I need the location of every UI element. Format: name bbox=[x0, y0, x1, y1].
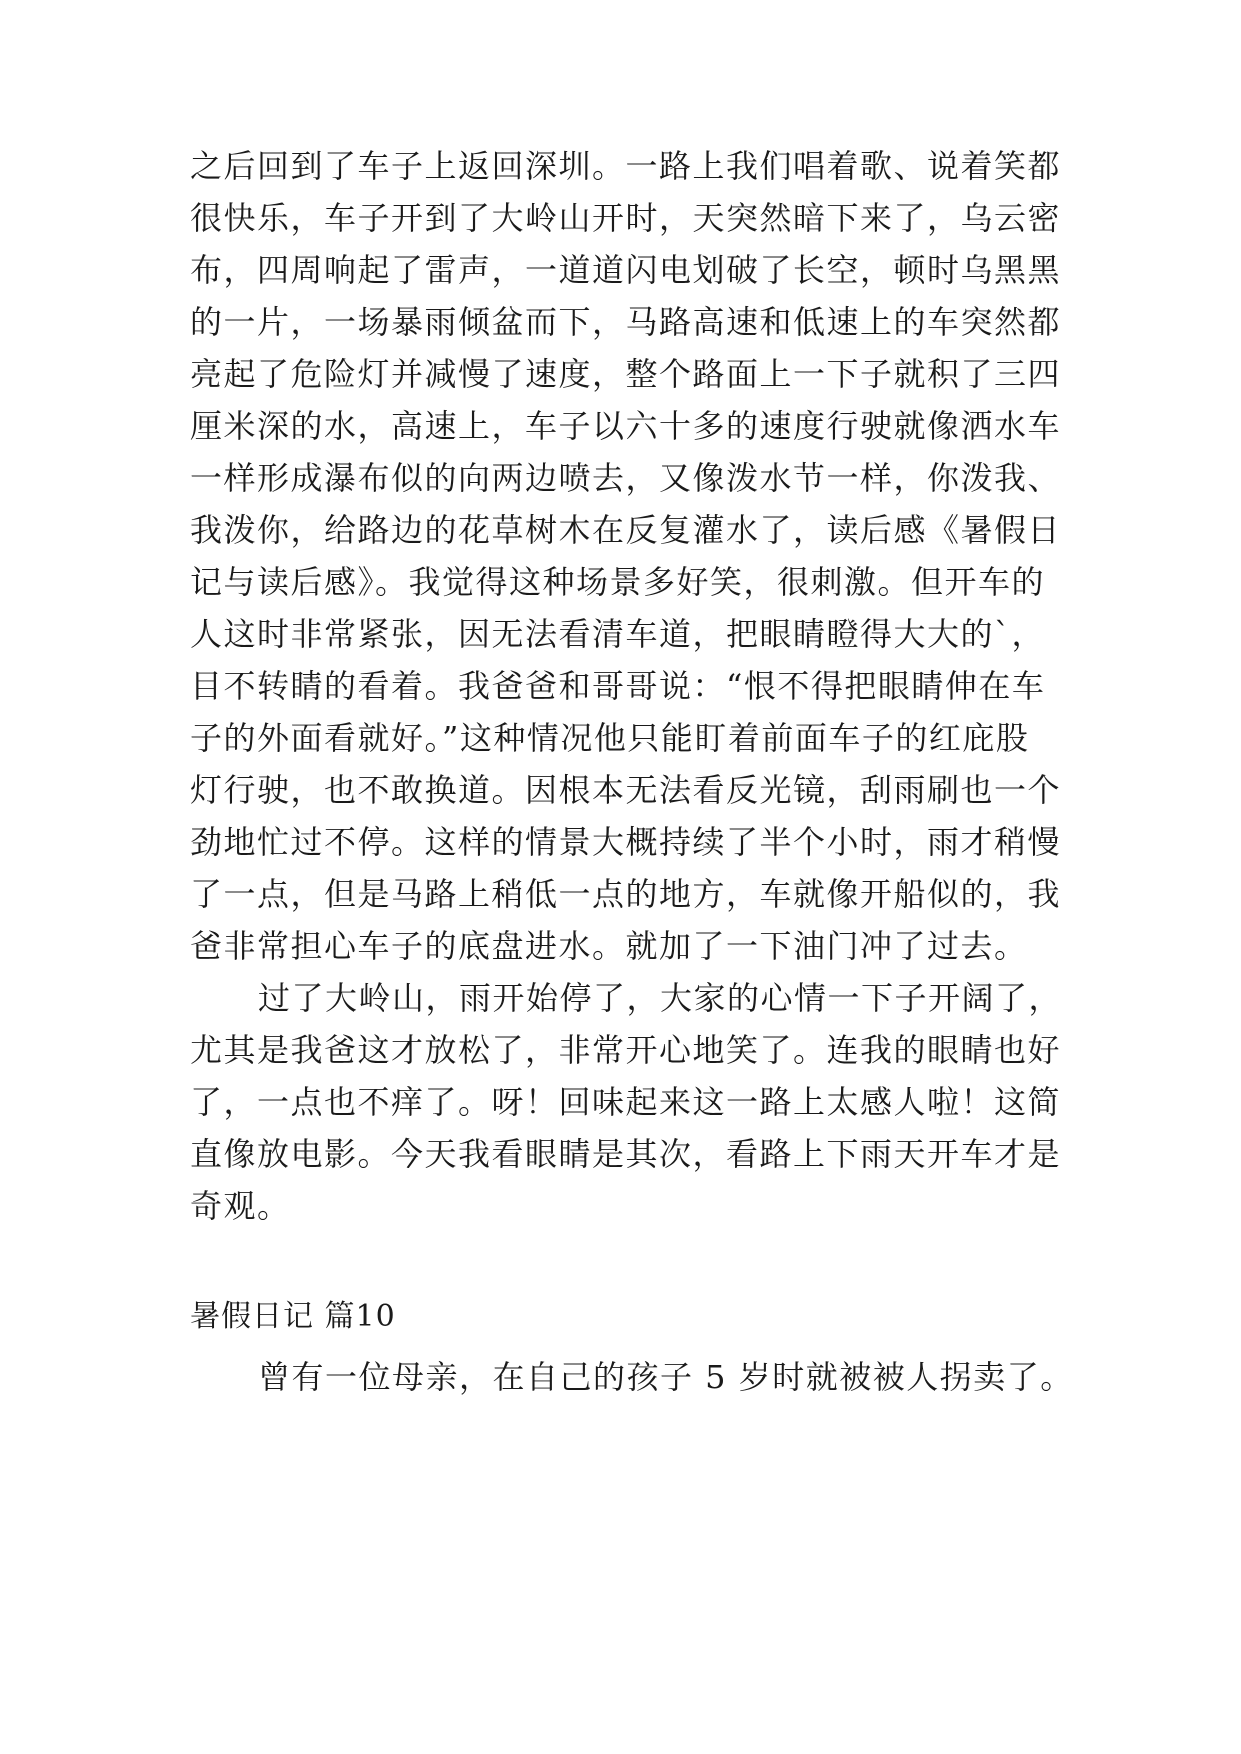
paragraph-line: 劲地忙过不停。这样的情景大概持续了半个小时，雨才稍慢 bbox=[190, 823, 1062, 861]
paragraph-line: 很快乐，车子开到了大岭山开时，天突然暗下来了，乌云密 bbox=[190, 199, 1062, 237]
paragraph-line: 目不转睛的看着。我爸爸和哥哥说：“恨不得把眼睛伸在车 bbox=[190, 667, 1046, 705]
paragraph-line: 我泼你，给路边的花草树木在反复灌水了，读后感《暑假日 bbox=[190, 511, 1062, 549]
paragraph-line: 爸非常担心车子的底盘进水。就加了一下油门冲了过去。 bbox=[190, 927, 1028, 965]
paragraph-line: 记与读后感》。我觉得这种场景多好笑，很刺激。但开车的 bbox=[190, 563, 1046, 601]
paragraph-line: 亮起了危险灯并减慢了速度，整个路面上一下子就积了三四 bbox=[190, 355, 1062, 393]
paragraph-line: 尤其是我爸这才放松了，非常开心地笑了。连我的眼睛也好 bbox=[190, 1031, 1062, 1069]
paragraph-line: 直像放电影。今天我看眼睛是其次，看路上下雨天开车才是 bbox=[190, 1135, 1062, 1173]
paragraph-line: 布，四周响起了雷声，一道道闪电划破了长空，顿时乌黑黑 bbox=[190, 251, 1062, 289]
paragraph-line: 的一片，一场暴雨倾盆而下，马路高速和低速上的车突然都 bbox=[190, 303, 1062, 341]
paragraph-line: 曾有一位母亲，在自己的孩子 5 岁时就被被人拐卖了。 bbox=[258, 1358, 1074, 1396]
section-heading: 暑假日记 篇10 bbox=[190, 1299, 396, 1334]
paragraph-line: 奇观。 bbox=[190, 1187, 291, 1225]
paragraph-line: 子的外面看就好。”这种情况他只能盯着前面车子的红庇股 bbox=[190, 719, 1030, 757]
paragraph-line: 了一点，但是马路上稍低一点的地方，车就像开船似的，我 bbox=[190, 875, 1062, 913]
paragraph-line: 灯行驶，也不敢换道。因根本无法看反光镜，刮雨刷也一个 bbox=[190, 771, 1062, 809]
paragraph-line: 一样形成瀑布似的向两边喷去，又像泼水节一样，你泼我、 bbox=[190, 459, 1062, 497]
paragraph-line: 了，一点也不痒了。呀！回味起来这一路上太感人啦！这简 bbox=[190, 1083, 1062, 1121]
paragraph-line: 人这时非常紧张，因无法看清车道，把眼睛瞪得大大的`， bbox=[190, 615, 1046, 653]
paragraph-line: 厘米深的水，高速上，车子以六十多的速度行驶就像洒水车 bbox=[190, 407, 1062, 445]
paragraph-line: 过了大岭山，雨开始停了，大家的心情一下子开阔了， bbox=[258, 979, 1063, 1017]
paragraph-line: 之后回到了车子上返回深圳。一路上我们唱着歌、说着笑都 bbox=[190, 147, 1062, 185]
